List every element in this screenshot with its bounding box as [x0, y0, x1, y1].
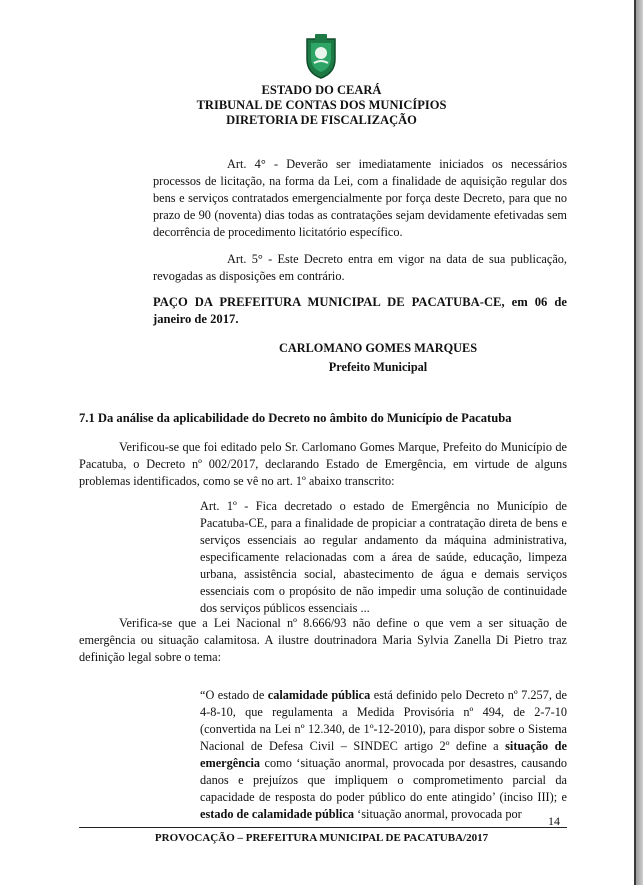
decree-art5: Art. 5° - Este Decreto entra em vigor na data de sua publicação, revogadas as disposições em contrário.	[153, 252, 567, 283]
document-header	[0, 83, 643, 128]
decree-art4: Art. 4° - Deverão ser imediatamente iniciados os necessários processos de licitação, na forma da Lei, com a finalidade de aquisição regular dos bens e serviços contratados emergencialmente por força deste Decreto, para que no prazo de 90 (noventa) dias todas as contratações sejam devidamente efetivadas sem decorrência de procedimento licitatório específico.	[153, 157, 567, 239]
footer-divider	[79, 827, 567, 828]
footer-text: PROVOCAÇÃO – PREFEITURA MUNICIPAL DE PACATUBA/2017	[154, 832, 489, 844]
quote-text-2: está definido pelo Decreto nº 7.257, de 4-8-10, que regulamenta a Medida Provisória nº 494, de 2-7-10 (convertida na Lei nº 12.340, de 1º-12-2010), para dispor sobre o Sistema Nacional de Defesa Civil – SINDEC artigo 2º define a	[200, 688, 567, 753]
header-directorate: DIRETORIA DE FISCALIZAÇÃO	[226, 113, 417, 127]
section-paragraph-2: Verifica-se que a Lei Nacional nº 8.666/93 não define o que vem a ser situação de emergência ou situação calamitosa. A ilustre doutrinadora Maria Sylvia Zanella Di Pietro traz definição legal sobre o tema:	[79, 616, 567, 664]
doctrine-quote	[200, 687, 567, 823]
quote-bold-emergencia: situação de emergência	[200, 739, 567, 770]
quote-text-1: “O estado de	[200, 688, 268, 702]
section-paragraph-1: Verificou-se que foi editado pelo Sr. Carlomano Gomes Marque, Prefeito do Município de Pacatuba, o Decreto nº 002/2017, declarando Estado de Emergência, em virtude de alguns problemas identificados, como se vê no art. 1º abaixo transcrito:	[79, 440, 567, 488]
quote-text-4: ‘situação anormal, provocada por	[354, 807, 522, 821]
section-title: 7.1 Da análise da aplicabilidade do Decreto no âmbito do Município de Pacatuba	[79, 411, 512, 425]
ceara-state-coat-of-arms-icon	[303, 33, 339, 79]
header-state: ESTADO DO CEARÁ	[261, 83, 382, 97]
page-edge-shadow	[636, 0, 643, 885]
quoted-art1: Art. 1º - Fica decretado o estado de Emergência no Município de Pacatuba-CE, para a finalidade de propiciar a contratação direta de bens e serviços essenciais ao regular andamento da máquina administrativa, especificamente relacionadas com a área de saúde, educação, limpeza urbana, assistência social, abastecimento de água e demais serviços essenciais com o propósito de não impedir uma solução de continuidade dos serviços públicos essenciais ...	[200, 499, 567, 615]
quote-bold-estado-calamidade: estado de calamidade pública	[200, 807, 355, 821]
quote-bold-calamidade: calamidade pública	[267, 688, 371, 702]
header-tribunal: TRIBUNAL DE CONTAS DOS MUNICÍPIOS	[196, 98, 447, 112]
quote-text-3: como ‘situação anormal, provocada por desastres, causando danos e prejuízos que impliquem o comprometimento parcial da capacidade de resposta do poder público do ente atingido’ (inciso III); e	[200, 756, 567, 804]
signatory-name: CARLOMANO GOMES MARQUES	[278, 341, 478, 355]
page-number: 14	[548, 814, 560, 828]
signatory-title: Prefeito Municipal	[328, 360, 428, 374]
decree-place-date: PAÇO DA PREFEITURA MUNICIPAL DE PACATUBA-CE, em 06 de janeiro de 2017.	[153, 295, 567, 326]
